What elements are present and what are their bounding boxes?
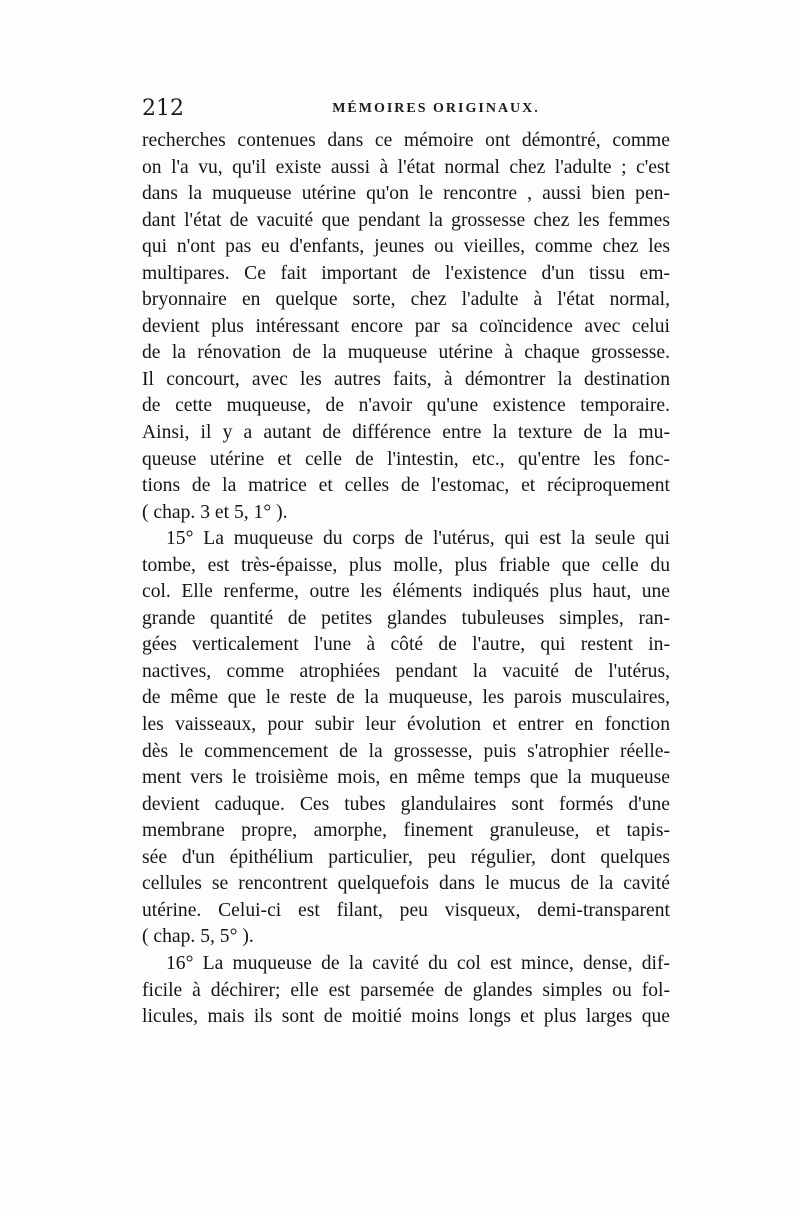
text-line: de cette muqueuse, de n'avoir qu'une existence temporaire. — [142, 395, 670, 417]
text-line: les vaisseaux, pour subir leur évolution et entrer en fonction — [142, 714, 670, 736]
paragraph — [142, 951, 670, 1031]
text-line: 15° La muqueuse du corps de l'utérus, qui est la seule qui — [166, 528, 670, 550]
text-line: dans la muqueuse utérine qu'on le rencontre , aussi bien pen- — [142, 183, 670, 205]
text-line: queuse utérine et celle de l'intestin, etc., qu'entre les fonc- — [142, 448, 670, 470]
text-line: membrane propre, amorphe, finement granuleuse, et tapis- — [142, 820, 670, 842]
text-line: dès le commencement de la grossesse, puis s'atrophier réelle- — [142, 740, 670, 762]
text-line: multipares. Ce fait important de l'existence d'un tissu em- — [142, 262, 670, 284]
text-line: ( chap. 3 et 5, 1° ). — [142, 501, 288, 523]
text-line: ( chap. 5, 5° ). — [142, 926, 254, 948]
text-line: qui n'ont pas eu d'enfants, jeunes ou vieilles, comme chez les — [142, 236, 670, 258]
text-line: dant l'état de vacuité que pendant la grossesse chez les femmes — [142, 209, 670, 231]
text-line: Ainsi, il y a autant de différence entre la texture de la mu- — [142, 422, 670, 444]
text-line: ment vers le troisième mois, en même temps que la muqueuse — [142, 767, 670, 789]
text-line: cellules se rencontrent quelquefois dans le mucus de la cavité — [142, 873, 670, 895]
text-line: 16° La muqueuse de la cavité du col est mince, dense, dif- — [166, 952, 670, 974]
text-line: on l'a vu, qu'il existe aussi à l'état normal chez l'adulte ; c'est — [142, 156, 670, 178]
text-line: gées verticalement l'une à côté de l'autre, qui restent in- — [142, 634, 670, 656]
text-line: tombe, est très-épaisse, plus molle, plus friable que celle du — [142, 554, 670, 576]
page-number: 212 — [142, 96, 184, 121]
text-line: nactives, comme atrophiées pendant la vacuité de l'utérus, — [142, 660, 670, 682]
running-title: MÉMOIRES ORIGINAUX. — [332, 101, 540, 116]
text-line: bryonnaire en quelque sorte, chez l'adulte à l'état normal, — [142, 289, 670, 311]
text-line: recherches contenues dans ce mémoire ont démontré, comme — [142, 130, 670, 151]
text-line: utérine. Celui-ci est filant, peu visqueux, demi-transparent — [142, 899, 670, 921]
text-line: devient plus intéressant encore par sa coïncidence avec celui — [142, 315, 670, 337]
text-line: licules, mais ils sont de moitié moins longs et plus larges que — [142, 1006, 670, 1028]
text-line: devient caduque. Ces tubes glandulaires sont formés d'une — [142, 793, 670, 815]
text-line: grande quantité de petites glandes tubuleuses simples, ran- — [142, 607, 670, 629]
paragraph — [142, 128, 670, 526]
text-line: Il concourt, avec les autres faits, à démontrer la destination — [142, 368, 670, 390]
text-line: de même que le reste de la muqueuse, les parois musculaires, — [142, 687, 670, 709]
text-line: col. Elle renferme, outre les éléments indiqués plus haut, une — [142, 581, 670, 603]
text-line: de la rénovation de la muqueuse utérine à chaque grossesse. — [142, 342, 670, 364]
running-head — [142, 96, 670, 122]
text-line: ficile à déchirer; elle est parsemée de glandes simples ou fol- — [142, 979, 670, 1001]
paragraph — [142, 526, 670, 951]
body-text — [142, 128, 670, 1031]
text-line: sée d'un épithélium particulier, peu régulier, dont quelques — [142, 846, 670, 868]
text-line: tions de la matrice et celles de l'estomac, et réciproquement — [142, 475, 670, 497]
